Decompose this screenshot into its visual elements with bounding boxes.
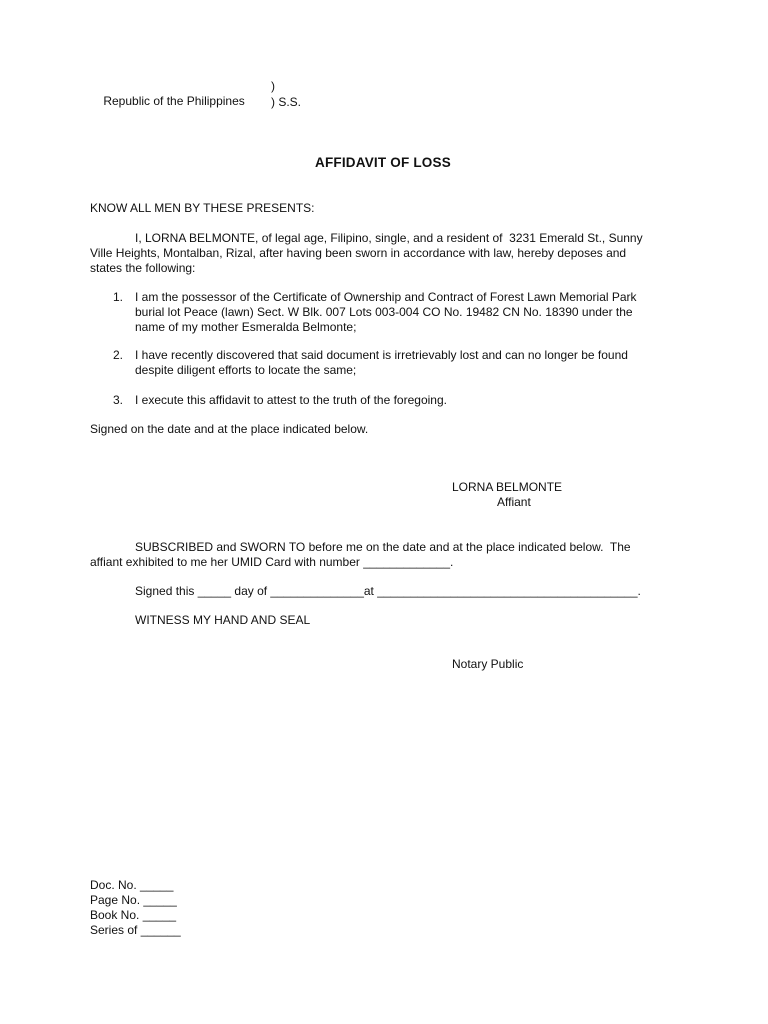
venue-line-1 <box>90 79 245 124</box>
list-text-line: name of my mother Esmeralda Belmonte; <box>135 320 357 334</box>
document-title: AFFIDAVIT OF LOSS <box>315 155 451 170</box>
intro-line-3: states the following: <box>90 261 196 275</box>
list-number: 2. <box>113 348 124 362</box>
intro-line-1: I, LORNA BELMONTE, of legal age, Filipino, single, and a resident of 3231 Emerald St., Sunny <box>135 231 643 245</box>
list-text-line: I have recently discovered that said document is irretrievably lost and can no longer be found <box>135 348 628 362</box>
venue-country: Republic of the Philippines <box>103 94 245 108</box>
signed-this-line: Signed this _____ day of ______________at _______________________________________. <box>135 584 641 598</box>
affiant-label: Affiant <box>497 495 531 509</box>
jurat-line-1: SUBSCRIBED and SWORN TO before me on the date and at the place indicated below. The <box>135 540 631 554</box>
notary-public-label: Notary Public <box>452 657 524 671</box>
list-text-line: burial lot Peace (lawn) Sect. W Blk. 007 Lots 003-004 CO No. 19482 CN No. 18390 under the <box>135 305 633 319</box>
book-no: Book No. _____ <box>90 908 177 922</box>
jurat-line-2: affiant exhibited to me her UMID Card with number _____________. <box>90 555 454 569</box>
affiant-name: LORNA BELMONTE <box>452 480 563 494</box>
witness-line: WITNESS MY HAND AND SEAL <box>135 613 311 627</box>
page-no: Page No. _____ <box>90 893 177 907</box>
signed-statement: Signed on the date and at the place indicated below. <box>90 422 369 436</box>
list-number: 3. <box>113 393 124 407</box>
list-text-line: I execute this affidavit to attest to the truth of the foregoing. <box>135 393 447 407</box>
venue-paren-1: ) <box>271 79 275 93</box>
list-text-line: despite diligent efforts to locate the same; <box>135 363 357 377</box>
doc-no: Doc. No. _____ <box>90 878 174 892</box>
venue-ss: ) S.S. <box>271 95 302 109</box>
list-number: 1. <box>113 290 124 304</box>
list-text-line: I am the possessor of the Certificate of Ownership and Contract of Forest Lawn Memorial Park <box>135 290 637 304</box>
intro-line-2: Ville Heights, Montalban, Rizal, after having been sworn in accordance with law, hereby deposes and <box>90 246 627 260</box>
series-of: Series of ______ <box>90 923 181 937</box>
preamble: KNOW ALL MEN BY THESE PRESENTS: <box>90 201 315 215</box>
